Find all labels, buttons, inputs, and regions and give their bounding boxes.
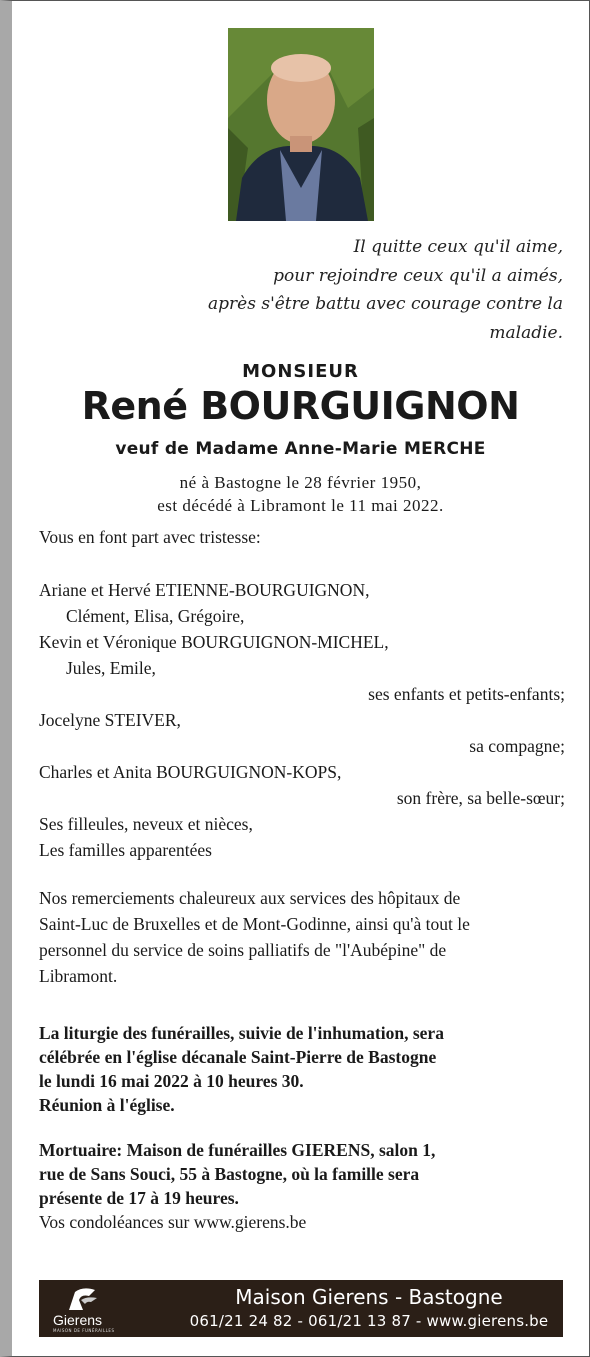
family-line: Les familles apparentées [39,840,212,860]
family-line: Jules, Emile, [66,658,156,678]
mortuary-line: Mortuaire: Maison de funérailles GIERENS, salon 1, [39,1140,436,1160]
family-relation: sa compagne; [469,736,565,756]
funeral-home-contact: 061/21 24 82 - 061/21 13 87 - www.gierens.be [189,1312,549,1330]
mortuary-line: rue de Sans Souci, 55 à Bastogne, où la famille sera [39,1164,420,1184]
spouse-line: veuf de Madame Anne-Marie MERCHE [115,439,486,459]
family-line: Jocelyne STEIVER, [39,710,181,730]
family-list [39,577,565,863]
funeral-home-title: Maison Gierens - Bastogne [235,1285,503,1309]
ceremony-line: Réunion à l'église. [39,1095,175,1115]
quote-line: pour rejoindre ceux qu'il a aimés, [273,265,563,286]
family-line: Ses filleules, neveux et nièces, [39,814,253,834]
family-relation: ses enfants et petits-enfants; [368,684,565,704]
thanks-line: Libramont. [39,966,118,986]
funeral-home-banner [39,1280,563,1337]
death-line: est décédé à Libramont le 11 mai 2022. [157,496,444,515]
ceremony-line: le lundi 16 mai 2022 à 10 heures 30. [39,1071,304,1091]
quote-line: maladie. [489,322,563,343]
mortuary-paragraph [39,1138,565,1234]
ceremony-line: célébrée en l'église décanale Saint-Pierre de Bastogne [39,1047,437,1067]
logo-name: Gierens [53,1312,103,1328]
thanks-line: Nos remerciements chaleureux aux services des hôpitaux de [39,888,461,908]
ceremony-paragraph [39,1021,565,1117]
family-line: Ariane et Hervé ETIENNE-BOURGUIGNON, [39,580,370,600]
family-line: Clément, Elisa, Grégoire, [66,606,245,626]
mortuary-line: présente de 17 à 19 heures. [39,1188,239,1208]
funeral-home-logo-icon [65,1286,101,1312]
condolences-line: Vos condoléances sur www.gierens.be [39,1212,307,1232]
family-relation: son frère, sa belle-sœur; [396,788,565,808]
birth-death-dates [12,471,589,517]
birth-line: né à Bastogne le 28 février 1950, [179,473,422,492]
announcement-text: Vous en font part avec tristesse: [39,527,261,547]
thanks-paragraph [39,885,565,989]
deceased-name: René BOURGUIGNON [81,384,520,428]
epitaph-quote [163,233,563,347]
quote-line: Il quitte ceux qu'il aime, [353,237,563,257]
quote-line: après s'être battu avec courage contre la [208,294,563,314]
portrait-photo [228,28,374,221]
salutation: MONSIEUR [242,361,359,382]
announcement [39,524,565,550]
logo-subtitle: MAISON DE FUNÉRAILLES [53,1328,115,1333]
thanks-line: Saint-Luc de Bruxelles et de Mont-Godinne, ainsi qu'à tout le [39,914,470,934]
family-line: Kevin et Véronique BOURGUIGNON-MICHEL, [39,632,389,652]
family-line: Charles et Anita BOURGUIGNON-KOPS, [39,762,342,782]
ceremony-line: La liturgie des funérailles, suivie de l'inhumation, sera [39,1023,444,1043]
thanks-line: personnel du service de soins palliatifs de "l'Aubépine" de [39,940,447,960]
